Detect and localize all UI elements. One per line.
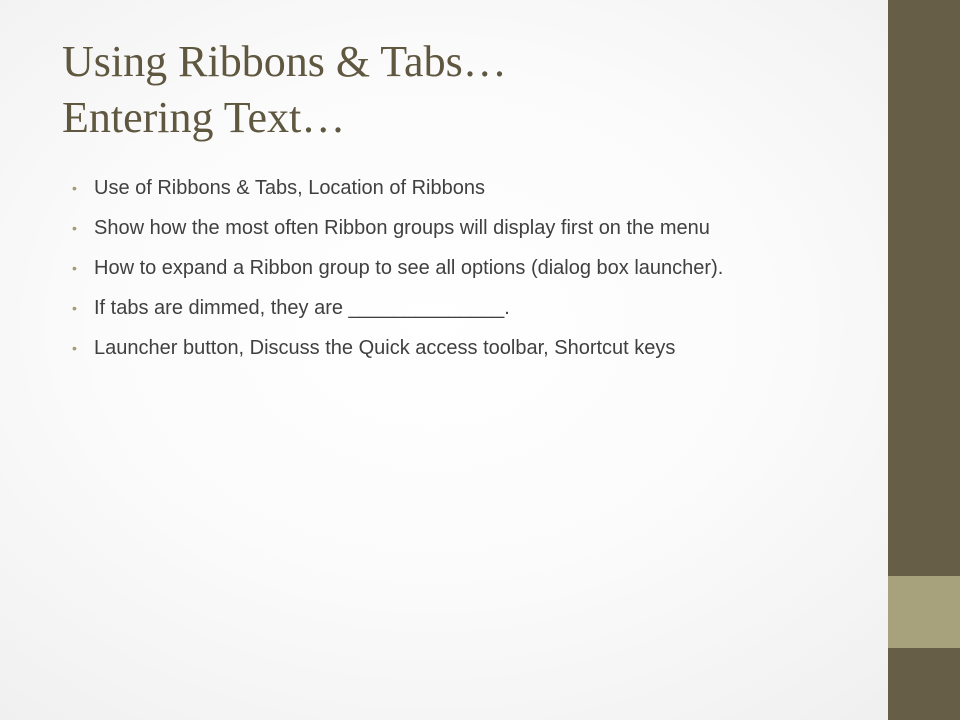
slide-title [62,34,862,146]
bullet-icon: • [72,220,77,236]
decorative-sidebar [888,0,960,720]
bullet-text: Launcher button, Discuss the Quick access toolbar, Shortcut keys [94,337,676,359]
bullet-item [72,214,842,243]
bullet-text: Show how the most often Ribbon groups will display first on the menu [94,217,710,239]
bullet-text: If tabs are dimmed, they are ______________. [94,297,510,319]
title-line-2: Entering Text… [62,93,346,142]
bullet-item [72,334,842,363]
bullet-icon: • [72,260,77,276]
sidebar-block-dark-top [888,0,960,576]
bullet-icon: • [72,300,77,316]
bullet-item [72,174,842,203]
bullet-list [72,174,842,374]
bullet-icon: • [72,340,77,356]
bullet-icon: • [72,180,77,196]
bullet-item [72,254,842,283]
bullet-text: How to expand a Ribbon group to see all options (dialog box launcher). [94,257,724,279]
sidebar-block-light [888,576,960,648]
title-line-1: Using Ribbons & Tabs… [62,37,507,86]
bullet-item [72,294,842,323]
sidebar-block-dark-bottom [888,648,960,720]
bullet-text: Use of Ribbons & Tabs, Location of Ribbons [94,177,485,199]
